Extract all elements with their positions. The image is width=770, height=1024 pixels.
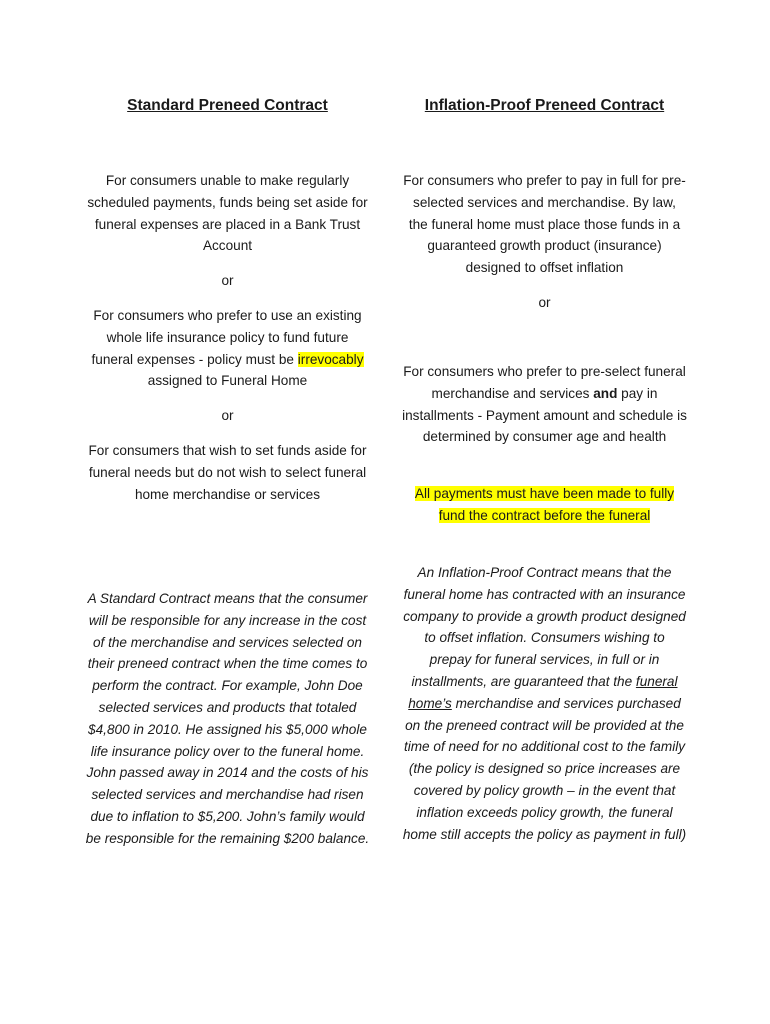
inflation-option-installments: For consumers who prefer to pre-select funeral merchandise and services and pay in installments - Payment amount and schedule is determined by consumer age and health bbox=[402, 364, 687, 445]
inflation-proof-contract-title: Inflation-Proof Preneed Contract bbox=[424, 97, 665, 114]
standard-option-bank-trust: For consumers unable to make regularly scheduled payments, funds being set aside for funeral expenses are placed in a Bank Trust Account bbox=[87, 173, 368, 254]
standard-option-funds-aside: For consumers that wish to set funds aside for funeral needs but do not wish to select funeral home merchandise or services bbox=[88, 443, 367, 502]
or-separator: or bbox=[538, 295, 551, 310]
payment-notice: All payments must have been made to fully fund the contract before the funeral bbox=[414, 486, 675, 523]
or-separator: or bbox=[221, 408, 234, 423]
or-separator: or bbox=[221, 273, 234, 288]
standard-option-life-insurance: For consumers who prefer to use an existing whole life insurance policy to fund future funeral expenses - policy must be irrevocably assigned to Funeral Home bbox=[91, 308, 364, 389]
funeral-homes-underline: funeral home’s bbox=[408, 673, 678, 711]
standard-contract-example: A Standard Contract means that the consumer will be responsible for any increase in the cost of the merchandise and services selected on their preneed contract when the time comes to perform the contract. For example, John Doe selected services and products that totaled $4,800 in 2010. He assigned his $5,000 whole life insurance policy over to the funeral home. John passed away in 2014 and the costs of his selected services and merchandise had risen due to inflation to $5,200. John’s family would be responsible for the remaining $200 balance. bbox=[85, 591, 370, 846]
inflation-proof-contract-example: An Inflation-Proof Contract means that the funeral home has contracted with an insurance company to provide a growth product designed to offset inflation. Consumers wishing to prepay for funeral services, in full or in installments, are guaranteed that the funeral home’s merchandise and services purchased on the preneed contract will be provided at the time of need for no additional cost to the family (the policy is designed so price increases are covered by policy growth – in the event that inflation exceeds policy growth, the funeral home still accepts the policy as payment in full) bbox=[402, 565, 687, 842]
inflation-option-pay-in-full: For consumers who prefer to pay in full for pre-selected services and merchandise. By law, the funeral home must place those funds in a guaranteed growth product (insurance) designed to offset inflation bbox=[403, 173, 686, 276]
standard-contract-title: Standard Preneed Contract bbox=[127, 97, 328, 114]
irrevocably-highlight: irrevocably bbox=[297, 351, 364, 367]
